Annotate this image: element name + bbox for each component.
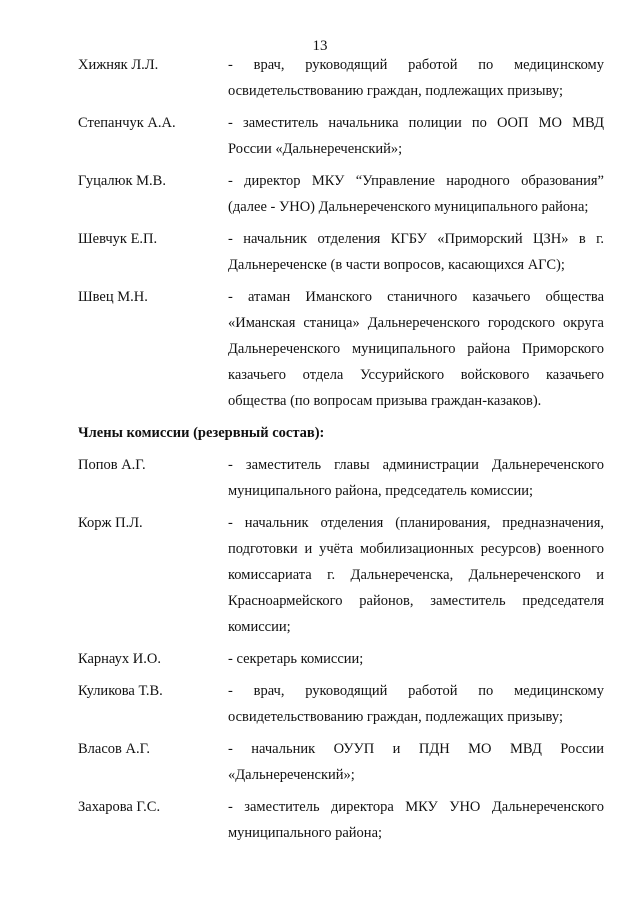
member-name: Степанчук А.А. bbox=[78, 115, 176, 131]
member-role: - начальник отделения (планирования, предназначения, подготовки и учёта мобилизационных ресурсов) военного комиссариата г. Дальнереченска, Дальнереченского и Красноармейского районов, заместитель председателя комиссии; bbox=[228, 515, 604, 635]
member-role: - врач, руководящий работой по медицинскому освидетельствованию граждан, подлежащих призыву; bbox=[228, 57, 604, 99]
member-name: Куликова Т.В. bbox=[78, 683, 163, 699]
member-name: Попов А.Г. bbox=[78, 457, 146, 473]
member-role: - заместитель главы администрации Дальнереченского муниципального района, председатель комиссии; bbox=[228, 457, 604, 499]
member-name: Захарова Г.С. bbox=[78, 799, 161, 815]
member-entry bbox=[78, 678, 604, 730]
reserve-members-heading: Члены комиссии (резервный состав): bbox=[78, 425, 325, 441]
member-name: Шевчук Е.П. bbox=[78, 231, 158, 247]
member-entry bbox=[78, 226, 604, 278]
member-name: Власов А.Г. bbox=[78, 741, 150, 757]
member-entry bbox=[78, 284, 604, 414]
member-entry bbox=[78, 794, 604, 846]
member-role: - заместитель начальника полиции по ООП МО МВД России «Дальнереченский»; bbox=[228, 115, 604, 157]
member-role: - заместитель директора МКУ УНО Дальнереченского муниципального района; bbox=[228, 799, 604, 841]
member-entry bbox=[78, 110, 604, 162]
member-entry bbox=[78, 510, 604, 640]
member-role: - директор МКУ “Управление народного образования” (далее - УНО) Дальнереченского муниципального района; bbox=[228, 173, 604, 215]
commission-members-list bbox=[78, 52, 604, 852]
member-name: Корж П.Л. bbox=[78, 515, 143, 531]
member-entry bbox=[78, 452, 604, 504]
member-entry bbox=[78, 52, 604, 104]
member-name: Швец М.Н. bbox=[78, 289, 148, 305]
member-name: Гуцалюк М.В. bbox=[78, 173, 166, 189]
member-role: - врач, руководящий работой по медицинскому освидетельствованию граждан, подлежащих призыву; bbox=[228, 683, 604, 725]
member-entry bbox=[78, 736, 604, 788]
member-name: Хижняк Л.Л. bbox=[78, 57, 159, 73]
member-name: Карнаух И.О. bbox=[78, 651, 161, 667]
member-entry bbox=[78, 168, 604, 220]
member-role: - начальник ОУУП и ПДН МО МВД России «Дальнереченский»; bbox=[228, 741, 604, 783]
member-role: - секретарь комиссии; bbox=[228, 651, 364, 667]
page-number: 13 bbox=[312, 38, 328, 54]
member-role: - атаман Иманского станичного казачьего общества «Иманская станица» Дальнереченского городского округа Дальнереченского муниципального района Приморского казачьего отдела Уссурийского войскового казачьего общества (по вопросам призыва граждан-казаков). bbox=[228, 289, 604, 409]
member-role: - начальник отделения КГБУ «Приморский ЦЗН» в г. Дальнереченске (в части вопросов, касающихся АГС); bbox=[228, 231, 604, 273]
member-entry bbox=[78, 646, 604, 672]
